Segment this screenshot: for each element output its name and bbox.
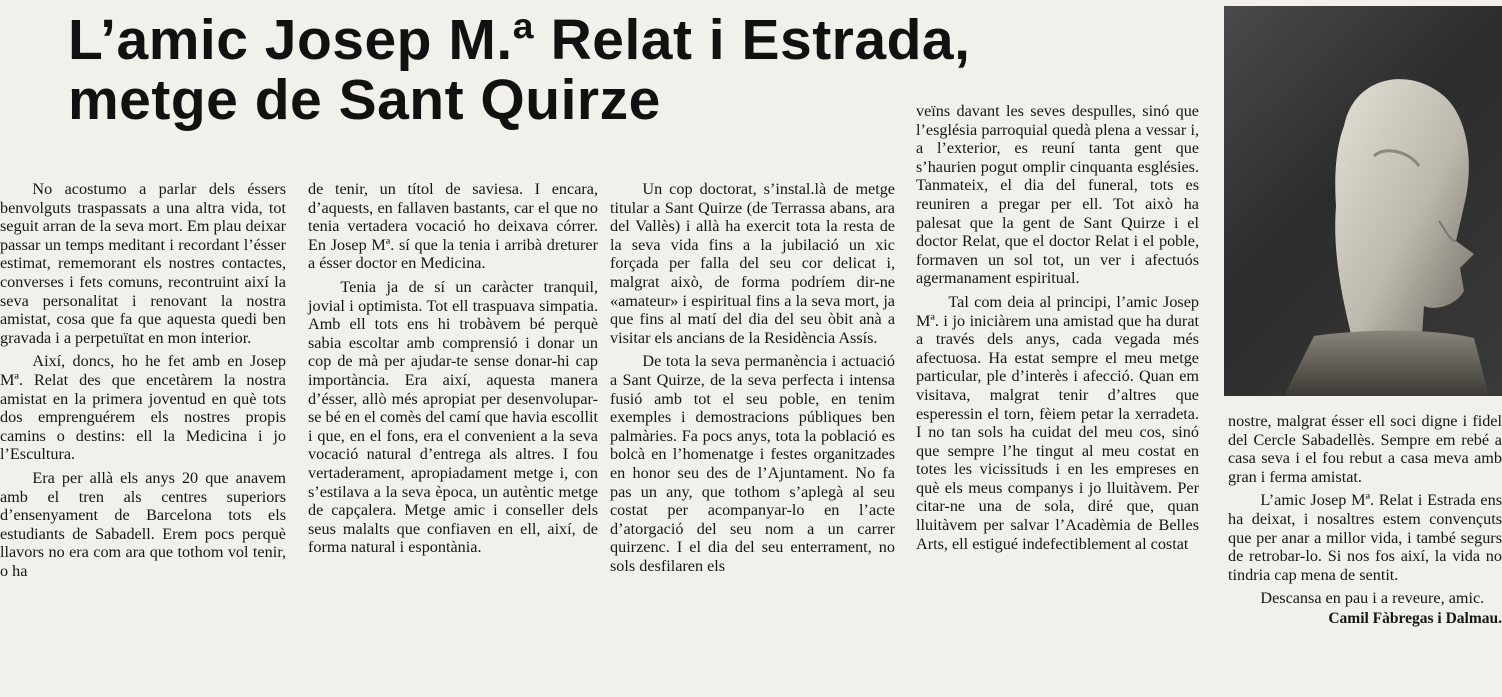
paragraph: Un cop doctorat, s’instal.là de metge titular a Sant Quirze (de Terrassa abans, ara del Vallès) i allà ha exercit tota la resta de la seva vida fins a la jubilació un xic forçada per falla del seu cor delicat i, malgrat això, de forma podríem dir-ne «amateur» i espiritual fins a la seva mort, ja que fins al matí del dia del seu òbit anà a visitar els ancians de la Residència Assís. [610, 180, 895, 347]
paragraph: Tenia ja de sí un caràcter tranquil, jovial i optimista. Tot ell traspuava simpatia. Amb ell tots ens hi trobàvem bé perquè sabia escoltar amb comprensió i donar un cop de mà per ajudar-te sense donar-hi cap importància. Era així, aquesta manera d’ésser, allò més apropiat per desenvolupar-se bé en el comès del camí que havia escollit i que, en el fons, era el convenient a la seva vocació natural d’entrega als altres. I fou vertaderament, apropiadament metge i, con s’estilava a la seva època, un autèntic metge de capçalera. Metge amic i conseller dels seus malalts que confiaven en ell, així, de forma natural i espontània. [308, 277, 598, 557]
author-signature: Camil Fàbregas i Dalmau. [1328, 609, 1502, 627]
paragraph: No acostumo a parlar dels éssers benvolguts traspassats a una altra vida, tot seguit arran de la seva mort. Em plau deixar passar un temps meditant i recordant l’ésser estimat, rememorant els nostres contactes, converses i fets comuns, recontruint així la seva personalitat i renovant la nostra amistat, cosa que fa que aquesta quedi ben gravada i a perpetuïtat en mon interior. [0, 180, 286, 347]
bust-sculpture-image [1224, 6, 1502, 396]
title-line-2: metge de Sant Quirze [68, 68, 661, 132]
paragraph: De tota la seva permanència i actuació a Sant Quirze, de la seva perfecta i intensa fusió amb tot el seu poble, en tenim exemples i demostracions públiques ben palmàries. Fa pocs anys, tota la població es bolcà en l’homenatge i festes organitzades en honor seu des de l’Ajuntament. No fa pas un any, que tothom s’aplegà al seu costat per acompanyar-lo en l’acte d’atorgació del seu nom a un carrer quirzenc. I el dia del seu enterrament, no sols desfilaren els [610, 352, 895, 575]
paragraph: L’amic Josep Mª. Relat i Estrada ens ha deixat, i nosaltres estem convençuts que per anar a millor vida, i també segurs de retrobar-lo. Si nos fos així, la vida no tindria cap mena de sentit. [1228, 491, 1502, 584]
paragraph: Així, doncs, ho he fet amb en Josep Mª. Relat des que encetàrem la nostra amistat en la primera joventud en què tots dos emprenguérem els nostres propis camins o destins: ell la Medicina i jo l’Escultura. [0, 352, 286, 464]
paragraph: de tenir, un títol de saviesa. I encara, d’aquests, en fallaven bastants, car el que no tenia vertadera vocació ho deixava córrer. En Josep Mª. sí que la tenia i arribà dreturer a ésser doctor en Medicina. [308, 180, 598, 273]
paragraph: Tal com deia al principi, l’amic Josep Mª. i jo iniciàrem una amistad que ha durat a través dels anys, cada vegada més afectuosa. Ha estat sempre el meu metge particular, ple d’interès i afecció. Quan em visitava, malgrat tenir d’altres que esperessin el torn, fèiem petar la xerradeta. I no tan sols ha cuidat del meu cos, sinó que sempre l’he tingut al meu costat en totes les vicissituds i en les empreses en què els meus companys i jo lluitàvem. Per citar-ne una de sola, diré que, quan lluitàvem per salvar l’Acadèmia de Belles Arts, ell estigué indefectiblement al costat [916, 292, 1199, 553]
article-column-3 [610, 180, 895, 575]
article-title [68, 10, 970, 130]
paragraph: veïns davant les seves despulles, sinó que l’església parroquial quedà plena a vessar i, a l’exterior, es reuní tanta gent que s’haurien pogut omplir cinquanta esglésies. Tanmateix, el dia del funeral, tots es reuniren a pregar per ell. Tot això ha palesat que la gent de Sant Quirze i el doctor Relat, que el doctor Relat i el poble, formaven un sol tot, un ver i afectuós agermanament espiritual. [916, 102, 1199, 288]
article-column-4 [916, 102, 1199, 553]
paragraph: nostre, malgrat ésser ell soci digne i fidel del Cercle Sabadellès. Sempre em rebé a casa seva i el fou rebut a casa meva amb gran i ferma amistat. [1228, 412, 1502, 486]
paragraph: Era per allà els anys 20 que anavem amb el tren als centres superiors d’ensenyament de Barcelona tots els estudiants de Sabadell. Erem pocs perquè llavors no era com ara que tothom vol tenir, o ha [0, 468, 286, 580]
paragraph: Descansa en pau i a reveure, amic. [1260, 589, 1485, 608]
article-column-2 [308, 180, 598, 557]
bust-photo [1224, 6, 1502, 396]
title-line-1: L’amic Josep M.ª Relat i Estrada, [68, 8, 971, 72]
article-column-5 [1228, 412, 1502, 629]
article-column-1 [0, 180, 286, 580]
